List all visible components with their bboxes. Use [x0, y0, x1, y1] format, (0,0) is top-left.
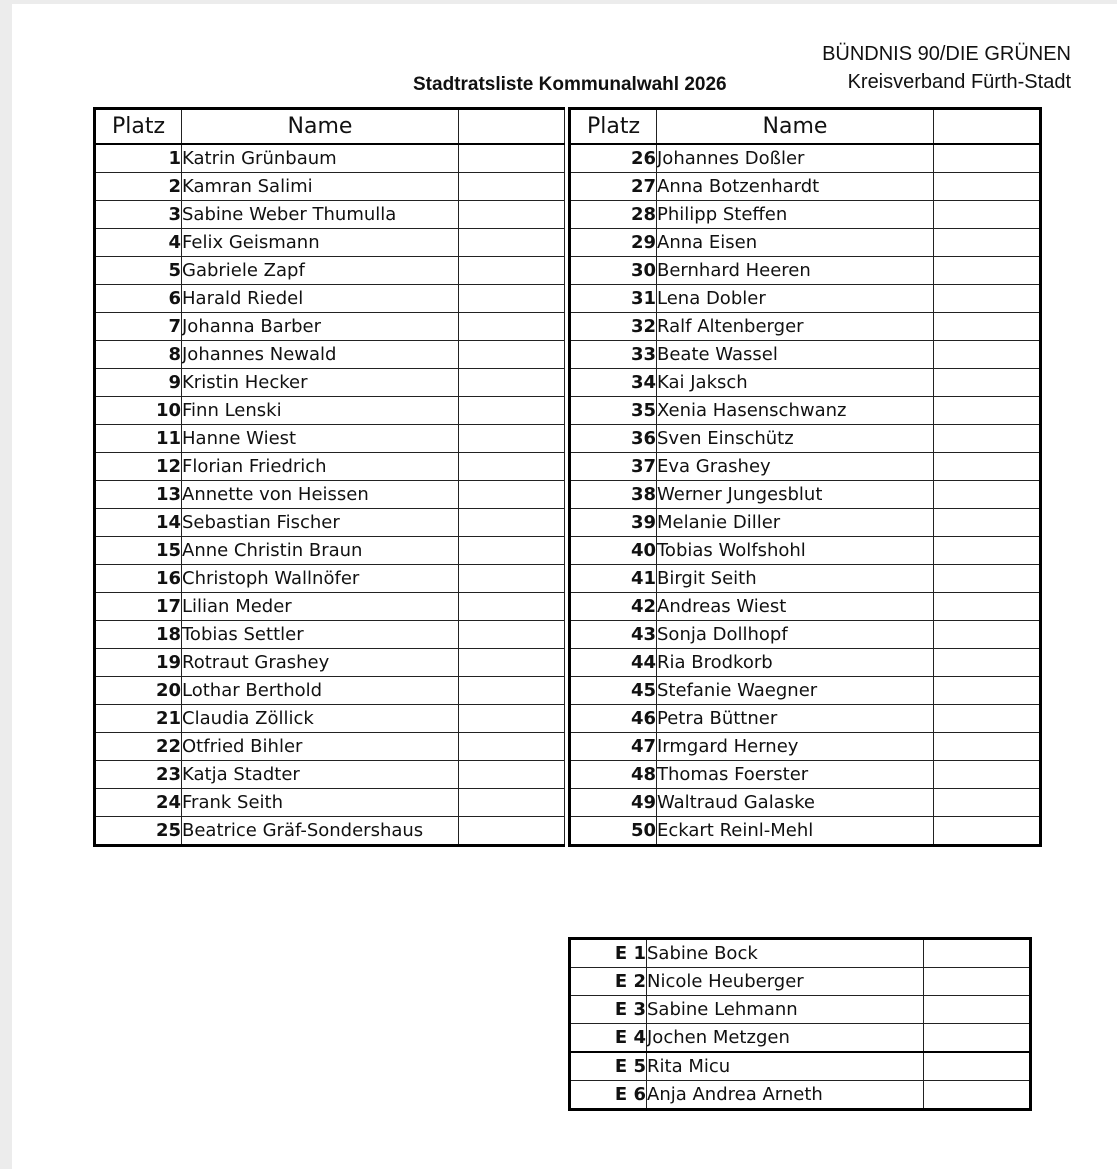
table-row [570, 677, 1041, 705]
platz-number: 24 [95, 789, 182, 817]
candidate-name: Jochen Metzgen [647, 1024, 924, 1053]
table-row [570, 789, 1041, 817]
platz-number: 27 [570, 173, 657, 201]
platz-number: 14 [95, 509, 182, 537]
candidate-name: Ralf Altenberger [657, 313, 934, 341]
table-row [570, 1081, 1031, 1110]
candidate-name: Eva Grashey [657, 453, 934, 481]
table-row [95, 649, 565, 677]
empty-cell [934, 649, 1041, 677]
candidate-name: Katja Stadter [182, 761, 459, 789]
platz-number: 42 [570, 593, 657, 621]
candidate-name: Florian Friedrich [182, 453, 459, 481]
table-header-row [570, 109, 1041, 145]
table-row [95, 144, 565, 173]
replacement-rows [570, 939, 1031, 1110]
empty-cell [934, 481, 1041, 509]
table-row [95, 481, 565, 509]
empty-cell [459, 201, 565, 229]
platz-number: 44 [570, 649, 657, 677]
platz-number: 35 [570, 397, 657, 425]
platz-number: 34 [570, 369, 657, 397]
candidate-name: Johannes Doßler [657, 144, 934, 173]
table-row [570, 537, 1041, 565]
empty-cell [924, 1081, 1031, 1110]
empty-cell [459, 397, 565, 425]
candidate-name: Tobias Wolfshohl [657, 537, 934, 565]
empty-cell [459, 761, 565, 789]
document-title: Stadtratsliste Kommunalwahl 2026 [413, 74, 727, 95]
platz-number: 49 [570, 789, 657, 817]
platz-number: 15 [95, 537, 182, 565]
candidate-name: Waltraud Galaske [657, 789, 934, 817]
empty-cell [934, 313, 1041, 341]
empty-cell [934, 285, 1041, 313]
platz-number: 47 [570, 733, 657, 761]
platz-number: 40 [570, 537, 657, 565]
table-row [95, 285, 565, 313]
candidate-name: Rita Micu [647, 1052, 924, 1081]
candidate-table-left [93, 107, 565, 847]
table-row [95, 789, 565, 817]
platz-number: 30 [570, 257, 657, 285]
table-row [570, 144, 1041, 173]
empty-cell [934, 621, 1041, 649]
column-header-platz: Platz [570, 109, 657, 145]
platz-number: 29 [570, 229, 657, 257]
empty-cell [459, 705, 565, 733]
column-header-name: Name [657, 109, 934, 145]
candidate-name: Rotraut Grashey [182, 649, 459, 677]
platz-number: 23 [95, 761, 182, 789]
platz-number: E 3 [570, 996, 647, 1024]
table-row [570, 996, 1031, 1024]
platz-number: 20 [95, 677, 182, 705]
platz-number: 43 [570, 621, 657, 649]
empty-cell [459, 621, 565, 649]
table-row [95, 565, 565, 593]
platz-number: 5 [95, 257, 182, 285]
table-row [95, 313, 565, 341]
platz-number: 3 [95, 201, 182, 229]
platz-number: E 6 [570, 1081, 647, 1110]
candidate-name: Lothar Berthold [182, 677, 459, 705]
column-header-platz: Platz [95, 109, 182, 145]
empty-cell [934, 593, 1041, 621]
table-row [570, 313, 1041, 341]
platz-number: 9 [95, 369, 182, 397]
candidate-table-right [568, 107, 1042, 847]
empty-cell [924, 996, 1031, 1024]
table-row [95, 621, 565, 649]
empty-cell [459, 313, 565, 341]
candidate-name: Irmgard Herney [657, 733, 934, 761]
table-row [95, 173, 565, 201]
table-row [570, 565, 1041, 593]
platz-number: 8 [95, 341, 182, 369]
empty-cell [934, 257, 1041, 285]
candidate-name: Beatrice Gräf-Sondershaus [182, 817, 459, 846]
empty-cell [934, 201, 1041, 229]
candidate-name: Anna Botzenhardt [657, 173, 934, 201]
empty-cell [934, 789, 1041, 817]
table-row [95, 201, 565, 229]
candidate-name: Ria Brodkorb [657, 649, 934, 677]
table-row [570, 397, 1041, 425]
platz-number: 39 [570, 509, 657, 537]
candidate-name: Bernhard Heeren [657, 257, 934, 285]
candidate-name: Finn Lenski [182, 397, 459, 425]
platz-number: 18 [95, 621, 182, 649]
empty-cell [934, 144, 1041, 173]
candidate-name: Beate Wassel [657, 341, 934, 369]
candidate-name: Anne Christin Braun [182, 537, 459, 565]
candidate-name: Petra Büttner [657, 705, 934, 733]
empty-cell [459, 453, 565, 481]
candidate-name: Sonja Dollhopf [657, 621, 934, 649]
candidate-name: Werner Jungesblut [657, 481, 934, 509]
candidate-name: Annette von Heissen [182, 481, 459, 509]
platz-number: 33 [570, 341, 657, 369]
column-header-empty [459, 109, 565, 145]
candidate-name: Johannes Newald [182, 341, 459, 369]
candidate-name: Hanne Wiest [182, 425, 459, 453]
candidate-name: Sabine Lehmann [647, 996, 924, 1024]
platz-number: E 4 [570, 1024, 647, 1053]
empty-cell [934, 761, 1041, 789]
table-row [95, 369, 565, 397]
empty-cell [459, 649, 565, 677]
empty-cell [924, 939, 1031, 968]
candidate-rows-right [570, 144, 1041, 846]
candidate-name: Kristin Hecker [182, 369, 459, 397]
platz-number: 36 [570, 425, 657, 453]
empty-cell [459, 257, 565, 285]
candidate-name: Kamran Salimi [182, 173, 459, 201]
platz-number: E 1 [570, 939, 647, 968]
platz-number: 6 [95, 285, 182, 313]
candidate-name: Sabine Weber Thumulla [182, 201, 459, 229]
table-row [570, 257, 1041, 285]
table-row [95, 397, 565, 425]
table-row [570, 1052, 1031, 1081]
table-row [570, 425, 1041, 453]
empty-cell [459, 789, 565, 817]
platz-number: 21 [95, 705, 182, 733]
empty-cell [924, 968, 1031, 996]
table-row [95, 257, 565, 285]
platz-number: 16 [95, 565, 182, 593]
candidate-name: Lena Dobler [657, 285, 934, 313]
platz-number: 1 [95, 144, 182, 173]
empty-cell [934, 341, 1041, 369]
candidate-name: Anna Eisen [657, 229, 934, 257]
platz-number: 31 [570, 285, 657, 313]
platz-number: 11 [95, 425, 182, 453]
candidate-name: Kai Jaksch [657, 369, 934, 397]
table-row [95, 761, 565, 789]
candidate-name: Anja Andrea Arneth [647, 1081, 924, 1110]
platz-number: 7 [95, 313, 182, 341]
empty-cell [934, 397, 1041, 425]
empty-cell [459, 817, 565, 846]
branch-name: Kreisverband Fürth-Stadt [847, 71, 1071, 93]
candidate-name: Sebastian Fischer [182, 509, 459, 537]
table-row [95, 425, 565, 453]
organization-header [822, 40, 1071, 96]
table-row [570, 761, 1041, 789]
candidate-name: Melanie Diller [657, 509, 934, 537]
empty-cell [934, 817, 1041, 846]
candidate-name: Johanna Barber [182, 313, 459, 341]
table-row [570, 285, 1041, 313]
empty-cell [934, 453, 1041, 481]
platz-number: E 5 [570, 1052, 647, 1081]
empty-cell [934, 509, 1041, 537]
platz-number: 41 [570, 565, 657, 593]
candidate-name: Claudia Zöllick [182, 705, 459, 733]
table-row [95, 677, 565, 705]
empty-cell [459, 425, 565, 453]
candidate-name: Sabine Bock [647, 939, 924, 968]
candidate-rows-left [95, 144, 565, 846]
table-row [570, 649, 1041, 677]
candidate-name: Katrin Grünbaum [182, 144, 459, 173]
empty-cell [934, 369, 1041, 397]
platz-number: 17 [95, 593, 182, 621]
empty-cell [459, 173, 565, 201]
platz-number: 10 [95, 397, 182, 425]
platz-number: 19 [95, 649, 182, 677]
table-row [570, 817, 1041, 846]
empty-cell [459, 565, 565, 593]
candidate-name: Stefanie Waegner [657, 677, 934, 705]
table-row [570, 369, 1041, 397]
candidate-name: Birgit Seith [657, 565, 934, 593]
candidate-name: Eckart Reinl-Mehl [657, 817, 934, 846]
empty-cell [934, 565, 1041, 593]
candidate-name: Tobias Settler [182, 621, 459, 649]
empty-cell [934, 173, 1041, 201]
table-row [570, 229, 1041, 257]
platz-number: 46 [570, 705, 657, 733]
candidate-name: Lilian Meder [182, 593, 459, 621]
empty-cell [934, 705, 1041, 733]
platz-number: 4 [95, 229, 182, 257]
table-row [570, 1024, 1031, 1053]
empty-cell [924, 1052, 1031, 1081]
table-row [570, 705, 1041, 733]
empty-cell [459, 537, 565, 565]
empty-cell [459, 677, 565, 705]
platz-number: 32 [570, 313, 657, 341]
empty-cell [459, 341, 565, 369]
candidate-name: Felix Geismann [182, 229, 459, 257]
replacement-candidates-table [568, 937, 1032, 1111]
empty-cell [934, 733, 1041, 761]
table-row [95, 229, 565, 257]
table-row [95, 593, 565, 621]
table-row [95, 537, 565, 565]
table-header-row [95, 109, 565, 145]
platz-number: 50 [570, 817, 657, 846]
table-row [570, 509, 1041, 537]
empty-cell [934, 537, 1041, 565]
empty-cell [934, 229, 1041, 257]
table-row [95, 817, 565, 846]
table-row [570, 733, 1041, 761]
empty-cell [459, 733, 565, 761]
candidate-name: Thomas Foerster [657, 761, 934, 789]
empty-cell [459, 285, 565, 313]
candidate-name: Philipp Steffen [657, 201, 934, 229]
table-row [95, 733, 565, 761]
empty-cell [459, 144, 565, 173]
table-row [95, 705, 565, 733]
empty-cell [934, 677, 1041, 705]
table-row [95, 341, 565, 369]
platz-number: 13 [95, 481, 182, 509]
empty-cell [459, 509, 565, 537]
empty-cell [924, 1024, 1031, 1053]
table-row [570, 593, 1041, 621]
table-row [570, 173, 1041, 201]
candidate-name: Frank Seith [182, 789, 459, 817]
table-row [570, 201, 1041, 229]
platz-number: 28 [570, 201, 657, 229]
candidate-name: Sven Einschütz [657, 425, 934, 453]
table-row [570, 939, 1031, 968]
column-header-name: Name [182, 109, 459, 145]
platz-number: 38 [570, 481, 657, 509]
candidate-name: Harald Riedel [182, 285, 459, 313]
organization-name: BÜNDNIS 90/DIE GRÜNEN [822, 43, 1071, 65]
table-row [570, 341, 1041, 369]
empty-cell [459, 369, 565, 397]
table-row [570, 481, 1041, 509]
platz-number: 12 [95, 453, 182, 481]
platz-number: 25 [95, 817, 182, 846]
platz-number: 37 [570, 453, 657, 481]
platz-number: 45 [570, 677, 657, 705]
candidate-name: Gabriele Zapf [182, 257, 459, 285]
table-row [570, 621, 1041, 649]
table-row [570, 968, 1031, 996]
platz-number: 48 [570, 761, 657, 789]
candidate-name: Andreas Wiest [657, 593, 934, 621]
empty-cell [459, 593, 565, 621]
platz-number: 2 [95, 173, 182, 201]
column-header-empty [934, 109, 1041, 145]
empty-cell [459, 481, 565, 509]
platz-number: E 2 [570, 968, 647, 996]
candidate-name: Christoph Wallnöfer [182, 565, 459, 593]
empty-cell [934, 425, 1041, 453]
empty-cell [459, 229, 565, 257]
platz-number: 22 [95, 733, 182, 761]
platz-number: 26 [570, 144, 657, 173]
table-row [95, 453, 565, 481]
candidate-name: Xenia Hasenschwanz [657, 397, 934, 425]
table-row [570, 453, 1041, 481]
table-row [95, 509, 565, 537]
candidate-name: Otfried Bihler [182, 733, 459, 761]
candidate-name: Nicole Heuberger [647, 968, 924, 996]
